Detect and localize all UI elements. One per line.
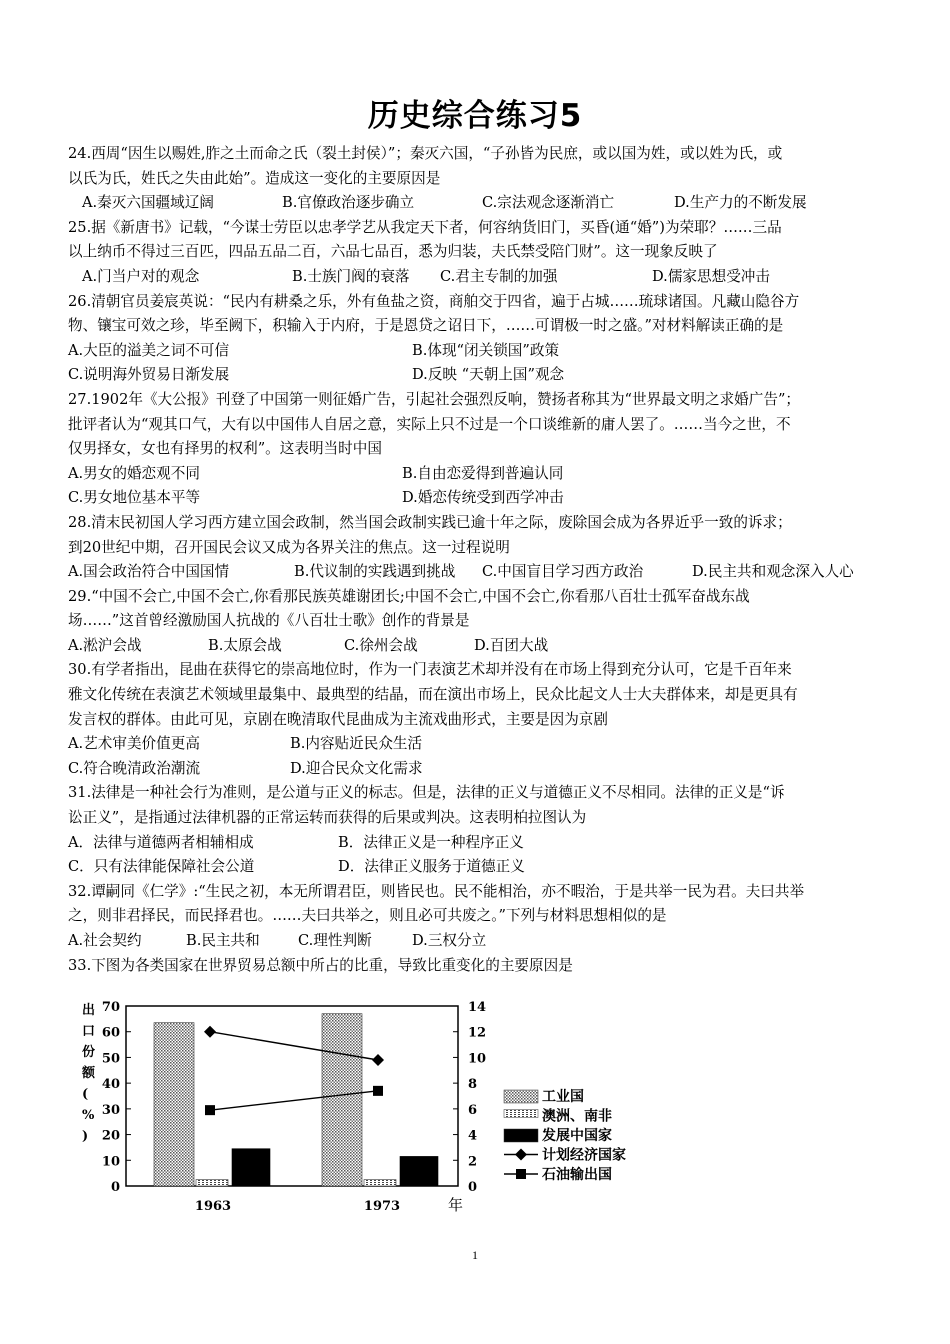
question-32-options	[68, 929, 888, 954]
question-27-stem-2: 批评者认为“观其口气，大有以中国伟人自居之意，实际上只不过是一个口谈维新的庸人罢了。……当今之世，不	[68, 415, 791, 433]
option-b[interactable]: B．法律正义是一种程序正义	[338, 833, 524, 851]
question-25-options	[68, 265, 888, 290]
question-list	[68, 142, 888, 978]
option-a[interactable]: A.门当户对的观念	[82, 267, 200, 285]
option-c[interactable]: C.符合晚清政治潮流	[68, 759, 201, 777]
point-石油输出国	[205, 1105, 215, 1115]
question-24-stem-1: 24.西周“因生以赐姓,胙之土而命之氏（裂土封侯）”；秦灭六国，“子孙皆为民庶，或以国为姓，或以姓为氏，或	[68, 145, 783, 162]
left-tick-label: 40	[101, 1077, 120, 1093]
legend-label: 工业国	[542, 1089, 584, 1105]
chart-legend	[504, 1088, 626, 1183]
question-27-stem-1: 27.1902年《大公报》刊登了中国第一则征婚广告，引起社会强烈反响，赞扬者称其为“世界最文明之求婚广告”；	[68, 390, 800, 408]
x-category-label: 1963	[194, 1199, 232, 1214]
right-tick-label: 8	[468, 1077, 478, 1093]
option-d[interactable]: D.生产力的不断发展	[674, 194, 807, 212]
point-石油输出国	[373, 1086, 383, 1096]
option-b[interactable]: B.官僚政治逐步确立	[282, 194, 415, 212]
left-tick-label: 50	[101, 1051, 120, 1067]
legend-swatch	[504, 1110, 538, 1118]
x-axis-categories	[195, 1199, 400, 1214]
point-计划经济国家	[204, 1026, 216, 1038]
option-a[interactable]: A.秦灭六国疆域辽阔	[82, 194, 214, 212]
option-a[interactable]: A.艺术审美价值更高	[68, 735, 200, 753]
bar-澳洲、南非-1973	[364, 1180, 396, 1186]
legend-label: 石油输出国	[542, 1167, 612, 1183]
left-tick-label: 30	[101, 1102, 120, 1118]
question-32-stem-2: 之，则非君择民，而民择君也。……夫曰共举之，则且必可共废之。”下列与材料思想相似的是	[68, 907, 667, 925]
question-28-stem-2: 到20世纪中期，召开国民会议又成为各界关注的焦点。这一过程说明	[68, 538, 510, 556]
option-b[interactable]: B.内容贴近民众生活	[290, 735, 423, 753]
bar-澳洲、南非-1963	[196, 1180, 228, 1186]
option-b[interactable]: B.自由恋爱得到普遍认同	[402, 464, 564, 482]
option-c[interactable]: C.中国盲目学习西方政治	[482, 563, 644, 581]
question-24-options	[68, 191, 888, 216]
question-31-stem-2: 讼正义”，是指通过法律机器的正常运转而获得的后果或判决。这表明柏拉图认为	[68, 809, 587, 827]
question-30-options-row-1	[68, 732, 888, 757]
option-b[interactable]: B.士族门阀的衰落	[292, 267, 410, 285]
question-27-options-row-1	[68, 462, 888, 487]
option-b[interactable]: B.民主共和	[186, 932, 260, 949]
question-31-options-row-2	[68, 855, 888, 880]
option-d[interactable]: D.儒家思想受冲击	[652, 267, 770, 285]
option-c[interactable]: C.徐州会战	[344, 636, 418, 654]
left-tick-label: 0	[110, 1180, 120, 1195]
legend-marker	[516, 1169, 526, 1179]
page-number: 1	[472, 1248, 478, 1262]
option-a[interactable]: A.男女的婚恋观不同	[68, 464, 200, 482]
question-26-stem-2: 物、镶宝可效之珍，毕至阙下，积输入于内府，于是恩贷之诏日下，……可谓极一时之盛。”对材料解读正确的是	[68, 317, 784, 335]
right-tick-label: 14	[468, 1000, 487, 1015]
question-27-stem-3: 仅男择女，女也有择男的权利”。这表明当时中国	[68, 440, 382, 458]
y-axis-label: 出口份额( % )	[82, 1003, 96, 1144]
option-c[interactable]: C.男女地位基本平等	[68, 489, 201, 507]
question-26-options-row-2	[68, 363, 888, 388]
question-30-stem-1: 30.有学者指出，昆曲在获得它的崇高地位时，作为一门表演艺术却并没有在市场上得到充分认可，它是千百年来	[68, 661, 792, 679]
option-b[interactable]: B.代议制的实践遇到挑战	[294, 563, 456, 581]
bar-工业国-1973	[322, 1014, 362, 1186]
legend-marker	[515, 1149, 527, 1161]
option-b[interactable]: B.太原会战	[208, 636, 282, 654]
page-title: 历史综合练习5	[367, 98, 583, 134]
right-tick-label: 12	[468, 1025, 487, 1041]
option-d[interactable]: D.婚恋传统受到西学冲击	[402, 489, 564, 507]
x-category-label: 1973	[363, 1199, 401, 1214]
right-tick-label: 0	[468, 1180, 478, 1195]
question-28-options	[68, 560, 888, 585]
option-d[interactable]: D.反映 “天朝上国”观念	[412, 366, 565, 384]
question-26-stem-1: 26.清朝官员姜宸英说：“民内有耕桑之乐，外有鱼盐之资，商舶交于四省，遍于占城……琉球诸国。凡藏山隐谷方	[68, 292, 800, 310]
bar-发展中国家-1973	[400, 1156, 438, 1186]
right-tick-label: 4	[468, 1128, 478, 1144]
left-tick-label: 60	[101, 1025, 120, 1041]
question-31-options-row-1	[68, 831, 888, 856]
option-a[interactable]: A．法律与道德两者相辅相成	[68, 833, 254, 851]
question-30-stem-3: 发言权的群体。由此可见，京剧在晚清取代昆曲成为主流戏曲形式，主要是因为京剧	[68, 710, 608, 728]
option-a[interactable]: A.社会契约	[68, 932, 142, 949]
legend-label: 发展中国家	[542, 1128, 612, 1144]
option-a[interactable]: A.大臣的溢美之词不可信	[68, 341, 230, 359]
option-c[interactable]: C.宗法观念逐渐消亡	[482, 194, 615, 212]
option-d[interactable]: D.迎合民众文化需求	[290, 759, 423, 777]
option-c[interactable]: C．只有法律能保障社会公道	[68, 858, 255, 876]
question-25-stem-2: 以上纳币不得过三百匹，四品五品二百，六品七品百，悉为归装，夫氏禁受陪门财”。这一现象反映了	[68, 243, 718, 261]
question-32-stem-1: 32.谭嗣同《仁学》:“生民之初，本无所谓君臣，则皆民也。民不能相治，亦不暇治，于是共举一民为君。夫曰共举	[68, 882, 805, 900]
question-30-options-row-2	[68, 757, 888, 782]
option-c[interactable]: C.说明海外贸易日渐发展	[68, 366, 230, 384]
question-27-options-row-2	[68, 486, 888, 511]
option-d[interactable]: D．法律正义服务于道德正义	[338, 858, 525, 876]
question-25-stem-1: 25.据《新唐书》记载，“今谋士劳臣以忠孝学艺从我定天下者，何容纳货旧门，买昏(通“婚”)为荣耶？……三品	[68, 218, 782, 236]
bar-工业国-1963	[154, 1023, 194, 1186]
option-d[interactable]: D.百团大战	[474, 636, 549, 654]
point-计划经济国家	[372, 1054, 384, 1066]
left-tick-label: 70	[101, 1000, 120, 1015]
question-29-stem-1: 29.“中国不会亡,中国不会亡,你看那民族英雄谢团长;中国不会亡,中国不会亡,你看那八百壮士孤军奋战东战	[68, 587, 750, 605]
trade-share-chart	[74, 996, 664, 1218]
left-tick-label: 10	[101, 1154, 120, 1170]
question-26-options-row-1	[68, 339, 888, 364]
left-tick-label: 20	[101, 1128, 120, 1144]
right-tick-label: 2	[468, 1154, 478, 1170]
legend-label: 澳洲、南非	[542, 1108, 612, 1125]
legend-label: 计划经济国家	[542, 1147, 626, 1164]
bar-发展中国家-1963	[232, 1149, 270, 1186]
question-29-stem-2: 场……”这首曾经激励国人抗战的《八百壮士歌》创作的背景是	[68, 612, 470, 630]
question-30-stem-2: 雅文化传统在表演艺术领域里最集中、最典型的结晶，而在演出市场上，民众比起文人士大夫群体来，却是更具有	[68, 686, 798, 704]
question-24-stem-2: 以氏为氏，姓氏之失由此始”。造成这一变化的主要原因是	[68, 169, 441, 187]
right-tick-label: 6	[468, 1102, 478, 1118]
legend-swatch	[504, 1129, 538, 1142]
option-a[interactable]: A.国会政治符合中国国情	[68, 563, 230, 581]
x-axis-label: 年	[448, 1196, 464, 1214]
option-c[interactable]: C.理性判断	[298, 932, 372, 949]
legend-swatch	[504, 1090, 538, 1103]
question-28-stem-1: 28.清末民初国人学习西方建立国会政制，然当国会政制实践已逾十年之际，废除国会成为各界近乎一致的诉求；	[68, 513, 792, 531]
question-29-options	[68, 634, 888, 659]
question-31-stem-1: 31.法律是一种社会行为准则，是公道与正义的标志。但是，法律的正义与道德正义不尽相同。法律的正义是“诉	[68, 784, 785, 802]
option-a[interactable]: A.淞沪会战	[68, 636, 142, 654]
option-b[interactable]: B.体现“闭关锁国”政策	[412, 341, 560, 359]
option-c[interactable]: C.君主专制的加强	[440, 267, 558, 285]
option-d[interactable]: D.民主共和观念深入人心	[692, 563, 854, 581]
right-tick-label: 10	[468, 1051, 487, 1067]
question-33-stem: 33.下图为各类国家在世界贸易总额中所占的比重，导致比重变化的主要原因是	[68, 956, 573, 974]
option-d[interactable]: D.三权分立	[412, 932, 487, 949]
